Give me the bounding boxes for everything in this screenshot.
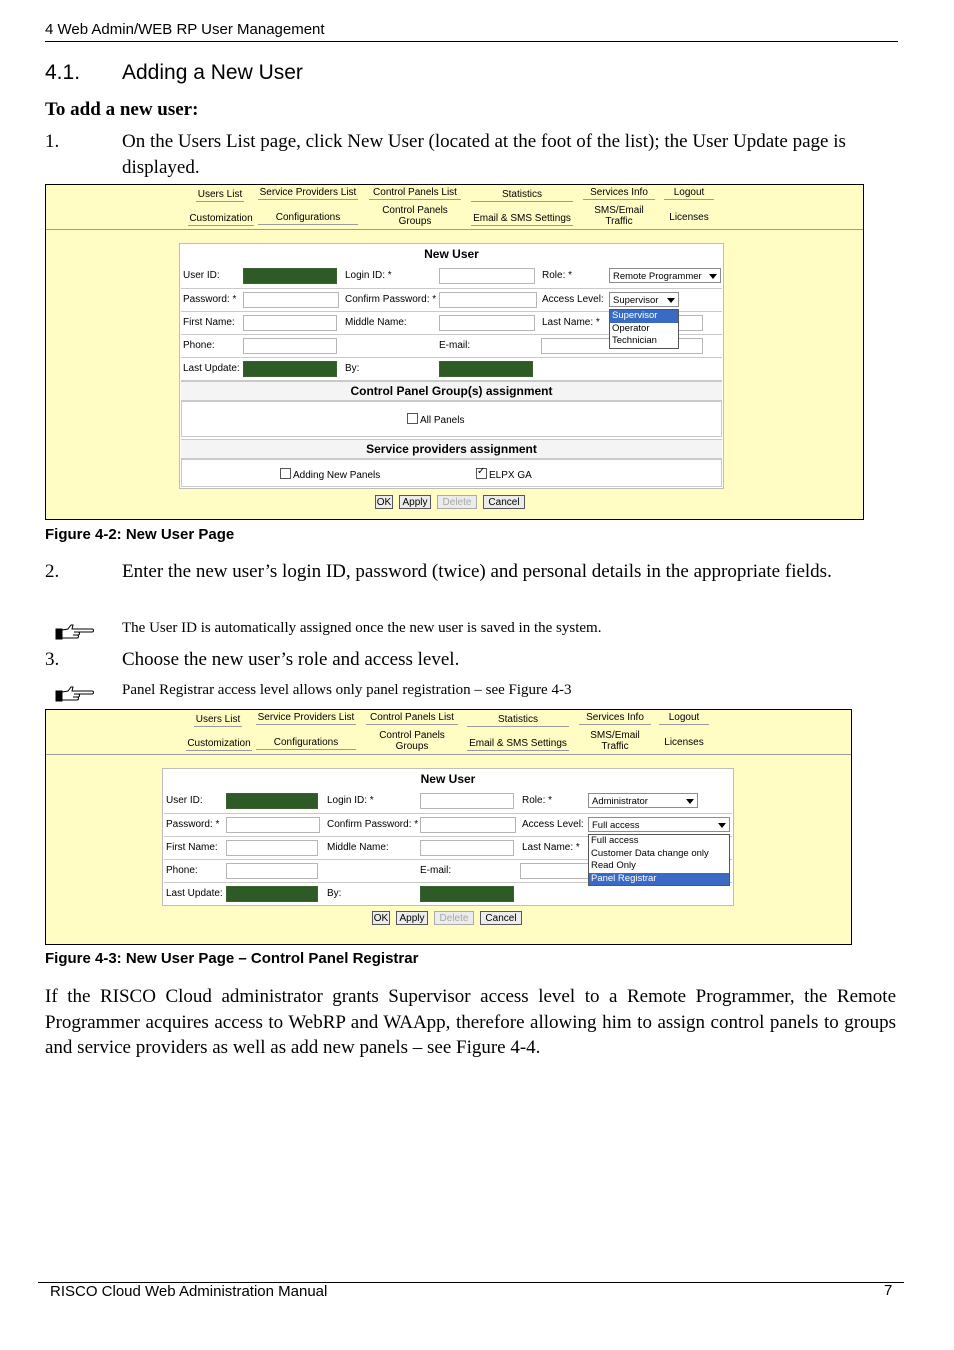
menu-label-line: SMS/Email <box>594 205 644 216</box>
first-name-label: First Name: <box>166 842 218 853</box>
menu-users-list[interactable]: Users List <box>195 714 241 725</box>
login-id-field[interactable] <box>439 268 535 284</box>
chevron-down-icon <box>667 298 675 303</box>
access-option[interactable]: Operator <box>612 322 650 334</box>
menu-label-line: Control Panels <box>379 730 445 741</box>
access-level-select[interactable] <box>588 817 730 832</box>
step-3 <box>45 647 860 673</box>
access-level-value: Full access <box>592 820 640 831</box>
figure-caption: Figure 4-3: New User Page – Control Panel Registrar <box>45 950 419 967</box>
form-row-update <box>181 358 722 381</box>
password-field[interactable] <box>226 817 320 833</box>
login-id-label: Login ID: * <box>345 270 392 281</box>
section-heading <box>45 61 303 85</box>
by-label: By: <box>327 888 342 899</box>
menu-statistics[interactable]: Statistics <box>471 189 573 200</box>
menu-label-line: Traffic <box>601 741 629 752</box>
middle-name-label: Middle Name: <box>345 317 407 328</box>
middle-name-label: Middle Name: <box>327 842 389 853</box>
access-level-dropdown <box>588 834 730 886</box>
first-name-field[interactable] <box>226 840 318 856</box>
menu-label-line: Groups <box>398 216 432 227</box>
access-level-value: Supervisor <box>613 295 659 306</box>
menu-licenses[interactable]: Licenses <box>669 212 709 223</box>
menu-label-line: Traffic <box>605 216 633 227</box>
phone-field[interactable] <box>243 338 337 354</box>
step-number: 3. <box>45 649 60 670</box>
menu-logout[interactable]: Logout <box>659 712 709 723</box>
password-field[interactable] <box>243 292 339 308</box>
step-number: 2. <box>45 561 60 582</box>
cancel-button[interactable]: Cancel <box>480 911 522 925</box>
menu-logout[interactable]: Logout <box>664 187 714 198</box>
last-name-label: Last Name: * <box>522 842 580 853</box>
figure-new-user-screenshot <box>45 184 864 520</box>
user-id-label: User ID: <box>183 270 220 281</box>
step-number: 1. <box>45 131 60 152</box>
user-id-field <box>243 268 337 284</box>
all-panels-option[interactable] <box>407 413 464 426</box>
confirm-password-field[interactable] <box>420 817 516 833</box>
apply-button[interactable]: Apply <box>399 495 431 509</box>
confirm-password-label: Confirm Password: * <box>327 819 419 830</box>
role-select[interactable] <box>609 268 721 283</box>
access-option[interactable]: Panel Registrar <box>589 873 729 886</box>
last-name-label: Last Name: * <box>542 317 600 328</box>
body-paragraph: If the RISCO Cloud administrator grants Supervisor access level to a Remote Programmer, the Remote Programmer acquires access to WebRP and WAApp, therefore allowing him to assign control panels to groups and service providers as well as add new panels – see Figure 4-4. <box>45 986 896 1058</box>
role-value: Remote Programmer <box>613 271 702 282</box>
page-number: 7 <box>884 1282 893 1299</box>
delete-button[interactable]: Delete <box>434 911 474 925</box>
last-update-label: Last Update: <box>166 888 223 899</box>
running-header: 4 Web Admin/WEB RP User Management <box>45 21 325 38</box>
user-id-label: User ID: <box>166 795 203 806</box>
note-text: The User ID is automatically assigned once the new user is saved in the system. <box>122 620 602 636</box>
header-rule <box>45 41 898 42</box>
menu-service-providers-list[interactable]: Service Providers List <box>259 187 357 198</box>
access-level-label: Access Level: <box>542 294 604 305</box>
section-title: Adding a New User <box>122 61 303 84</box>
confirm-password-field[interactable] <box>439 292 537 308</box>
phone-field[interactable] <box>226 863 318 879</box>
menu-control-panels-groups[interactable] <box>369 205 461 227</box>
cp-group-panel <box>181 401 722 437</box>
menu-sms-email-traffic[interactable] <box>579 730 651 752</box>
new-user-form <box>179 243 724 489</box>
sp-assignment-panel <box>181 459 722 487</box>
elpx-ga-label: ELPX GA <box>489 470 532 481</box>
form-title: New User <box>420 772 476 786</box>
step-text: Enter the new user’s login ID, password (twice) and personal details in the appropriate fields. <box>122 561 832 582</box>
delete-button[interactable]: Delete <box>437 495 477 509</box>
menu-control-panels-list[interactable]: Control Panels List <box>366 712 458 723</box>
access-option[interactable]: Read Only <box>591 860 636 871</box>
pointing-hand-icon <box>55 685 95 703</box>
access-option[interactable]: Customer Data change only <box>591 847 709 859</box>
middle-name-field[interactable] <box>439 315 535 331</box>
last-update-field <box>226 886 318 902</box>
by-label: By: <box>345 363 360 374</box>
last-update-label: Last Update: <box>183 363 240 374</box>
form-title: New User <box>424 247 479 261</box>
step-text: On the Users List page, click New User (located at the foot of the list); the User Update page is displayed. <box>122 131 846 178</box>
menu-customization[interactable]: Customization <box>187 738 251 749</box>
access-level-dropdown <box>609 309 679 349</box>
email-label: E-mail: <box>439 340 471 351</box>
menu-control-panels-list[interactable]: Control Panels List <box>369 187 461 198</box>
by-field <box>420 886 514 902</box>
section-number: 4.1. <box>45 61 81 84</box>
all-panels-label: All Panels <box>420 415 465 426</box>
procedure-subheading: To add a new user: <box>45 99 199 120</box>
middle-name-field[interactable] <box>420 840 514 856</box>
first-name-label: First Name: <box>183 317 235 328</box>
menu-divider <box>46 754 851 755</box>
access-level-select[interactable] <box>609 292 679 307</box>
menu-divider <box>46 229 863 230</box>
pointing-hand-icon <box>55 623 95 641</box>
role-value: Administrator <box>592 796 648 807</box>
chevron-down-icon <box>709 274 717 279</box>
cancel-button[interactable]: Cancel <box>483 495 525 509</box>
menu-users-list[interactable]: Users List <box>197 189 243 200</box>
note-text: Panel Registrar access level allows only panel registration – see Figure 4-3 <box>122 682 572 698</box>
menu-service-providers-list[interactable]: Service Providers List <box>257 712 355 723</box>
form-row-update <box>164 883 732 904</box>
footer-title: RISCO Cloud Web Administration Manual <box>50 1283 328 1300</box>
menu-email-sms-settings[interactable]: Email & SMS Settings <box>471 213 573 224</box>
adding-new-panels-option[interactable] <box>280 468 380 481</box>
access-option[interactable]: Technician <box>612 335 657 346</box>
first-name-field[interactable] <box>243 315 337 331</box>
cp-group-assignment-heading: Control Panel Group(s) assignment <box>181 381 722 401</box>
menu-services-info[interactable]: Services Info <box>579 712 651 723</box>
menu-sms-email-traffic[interactable] <box>583 205 655 227</box>
new-user-form <box>162 768 734 906</box>
menu-label-line: Groups <box>395 741 429 752</box>
menu-email-sms-settings[interactable]: Email & SMS Settings <box>467 738 569 749</box>
access-option[interactable]: Full access <box>591 835 639 846</box>
menu-services-info[interactable]: Services Info <box>583 187 655 198</box>
menu-configurations[interactable]: Configurations <box>258 212 358 223</box>
checkbox-checked-icon[interactable] <box>476 468 487 479</box>
password-label: Password: * <box>183 294 237 305</box>
form-row-ids <box>181 265 722 289</box>
figure-caption: Figure 4-2: New User Page <box>45 526 235 543</box>
apply-button[interactable]: Apply <box>396 911 428 925</box>
role-label: Role: * <box>522 795 553 806</box>
menu-configurations[interactable]: Configurations <box>256 737 356 748</box>
chevron-down-icon <box>686 799 694 804</box>
menu-licenses[interactable]: Licenses <box>664 737 704 748</box>
step-text: Choose the new user’s role and access level. <box>122 649 460 670</box>
menu-label-line: SMS/Email <box>590 730 640 741</box>
step-2 <box>45 559 860 585</box>
by-field <box>439 361 533 377</box>
form-row-ids <box>164 790 732 814</box>
confirm-password-label: Confirm Password: * <box>345 294 437 305</box>
ok-button[interactable]: OK <box>376 497 392 508</box>
adding-new-panels-label: Adding New Panels <box>293 470 381 481</box>
sp-assignment-heading: Service providers assignment <box>181 439 722 459</box>
menu-customization[interactable]: Customization <box>189 213 253 224</box>
checkbox-icon[interactable] <box>280 468 291 479</box>
step-1 <box>45 129 860 181</box>
elpx-ga-option[interactable] <box>476 468 532 481</box>
menu-statistics[interactable]: Statistics <box>467 714 569 725</box>
phone-label: Phone: <box>166 865 198 876</box>
phone-label: Phone: <box>183 340 215 351</box>
login-id-label: Login ID: * <box>327 795 374 806</box>
menu-control-panels-groups[interactable] <box>366 730 458 752</box>
figure-panel-registrar-screenshot <box>45 709 852 945</box>
role-select[interactable] <box>588 793 698 808</box>
access-option[interactable]: Supervisor <box>610 310 678 323</box>
checkbox-icon[interactable] <box>407 413 418 424</box>
email-label: E-mail: <box>420 865 452 876</box>
password-label: Password: * <box>166 819 220 830</box>
access-level-label: Access Level: <box>522 819 584 830</box>
menu-label-line: Control Panels <box>382 205 448 216</box>
chevron-down-icon <box>718 823 726 828</box>
ok-button[interactable]: OK <box>373 913 389 924</box>
role-label: Role: * <box>542 270 573 281</box>
last-update-field <box>243 361 337 377</box>
login-id-field[interactable] <box>420 793 514 809</box>
user-id-field <box>226 793 318 809</box>
